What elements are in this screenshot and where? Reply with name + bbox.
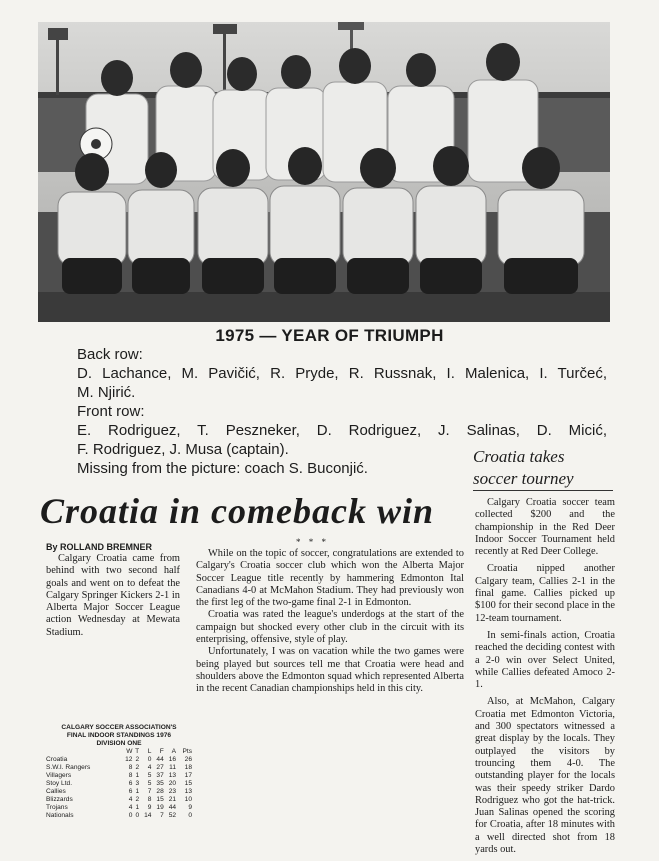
- standings-cell-a: 11: [169, 764, 177, 771]
- standings-cell-t: 1: [135, 772, 140, 779]
- standings-cell-l: 5: [147, 772, 152, 779]
- standings-table: [46, 748, 192, 820]
- standings-cell-pts: 0: [188, 812, 192, 819]
- standings-title-2: FINAL INDOOR STANDINGS 1976: [66, 732, 172, 739]
- standings-cell-l: 9: [147, 804, 152, 811]
- team-photo: [38, 22, 610, 322]
- standings-cell-t: 1: [135, 804, 140, 811]
- standings-cell-a: 44: [168, 804, 177, 811]
- standings-cell-f: 7: [160, 812, 164, 819]
- body-paragraph: While on the topic of soccer, congratulations are extended to Calgary's Croatia soccer club which won the Alberta Major Soccer League title recently by hammering Edmonton Ital Canadians 4-0 at McMahon Stadium. They had previously won the first leg of the two-game final 2-1 in Edmonton.: [196, 548, 464, 609]
- standings-header-cell: L: [147, 748, 152, 755]
- standings-cell-l: 14: [144, 812, 152, 819]
- standings-cell-l: 4: [147, 764, 152, 771]
- standings-cell-w: 0: [128, 812, 133, 819]
- main-article-headline: Croatia in comeback win: [40, 491, 435, 531]
- standings-cell-pts: 9: [188, 804, 192, 811]
- standings-cell-t: 2: [135, 756, 140, 763]
- table-row: [46, 796, 192, 804]
- standings-body: [46, 756, 192, 820]
- standings-cell-pts: 10: [184, 796, 192, 803]
- standings-cell-f: 15: [156, 796, 164, 803]
- standings-team-name: Villagers: [46, 772, 72, 779]
- standings-cell-pts: 18: [184, 764, 192, 771]
- standings-cell-l: 5: [147, 780, 152, 787]
- standings-cell-t: 3: [135, 780, 140, 787]
- table-row: [46, 764, 192, 772]
- standings-title-1: CALGARY SOCCER ASSOCIATION'S: [61, 724, 177, 731]
- standings-cell-w: 8: [128, 772, 133, 779]
- standings-cell-f: 19: [156, 804, 164, 811]
- standings-header-cell: A: [171, 748, 177, 755]
- standings-cell-w: 4: [128, 796, 133, 803]
- caption-line-missing: Missing from the picture: coach S. Buconjić.: [77, 460, 368, 477]
- side-paragraph: In semi-finals action, Croatia reached the deciding contest with a 2-0 win over Select United, while Callies defeated Amoco 2-1.: [475, 629, 615, 691]
- table-row: [46, 788, 192, 796]
- table-row: [46, 812, 192, 820]
- caption-line-back-row-label: Back row:: [77, 346, 143, 363]
- standings-cell-a: 21: [168, 796, 177, 803]
- lead-paragraph: Calgary Croatia came from behind with two second half goals and went on to defeat the Calgary Springer Kickers 2-1 in Alberta Major Soccer League action Wednesday at Mewata Stadium.: [46, 553, 180, 638]
- caption-title: 1975 — YEAR OF TRIUMPH: [215, 326, 444, 345]
- standings-team-name: S.W.I. Rangers: [46, 764, 91, 771]
- section-stars: * * *: [296, 537, 329, 547]
- side-article-column: [475, 497, 615, 861]
- standings-cell-a: 13: [168, 772, 177, 779]
- standings-cell-a: 20: [168, 780, 177, 787]
- standings-cell-t: 1: [135, 788, 140, 795]
- standings-cell-pts: 17: [184, 772, 192, 779]
- side-paragraph: Croatia nipped another Calgary team, Callies 2-1 in the final game. Callies picked up $100 for their second place in the 12-team tournament.: [475, 563, 615, 624]
- standings-team-name: Callies: [46, 788, 66, 795]
- body-paragraph: Unfortunately, I was on vacation while the two games were being played but sources tell me that Croatia were head and shoulders above the Edmonton squad which represented Alberta in the recent Canadian championships held in this city.: [196, 646, 464, 695]
- caption-line-front-row-names-cont: F. Rodriguez, J. Musa (captain).: [77, 441, 289, 458]
- main-article-lead-column: [46, 553, 180, 639]
- standings-team-name: Stoy Ltd.: [46, 780, 73, 787]
- standings-cell-l: 8: [147, 796, 152, 803]
- standings-cell-t: 2: [135, 764, 140, 771]
- standings-title-3: DIVISION ONE: [96, 740, 142, 747]
- standings-header-team: [46, 748, 120, 756]
- standings-cell-w: 6: [128, 788, 133, 795]
- standings-cell-pts: 26: [184, 756, 192, 763]
- table-row: [46, 756, 192, 764]
- standings-header-cell: W: [126, 748, 133, 755]
- standings-cell-f: 28: [156, 788, 164, 795]
- standings-cell-pts: 15: [184, 780, 192, 787]
- standings-header-row: [46, 748, 192, 756]
- byline: By ROLLAND BREMNER: [46, 542, 153, 552]
- standings-cell-w: 12: [125, 756, 133, 763]
- team-photo-drawing: [38, 22, 610, 322]
- standings-team-name: Trojans: [46, 804, 68, 811]
- caption-line-back-row-names-cont: M. Njirić.: [77, 384, 136, 401]
- standings-cell-f: 35: [156, 780, 164, 787]
- standings-cell-l: 0: [147, 756, 152, 763]
- table-row: [46, 772, 192, 780]
- standings-cell-f: 37: [156, 772, 164, 779]
- standings-cell-w: 8: [128, 764, 133, 771]
- side-headline-rule: [473, 490, 613, 491]
- standings-cell-a: 16: [168, 756, 177, 763]
- standings-team-name: Blizzards: [46, 796, 73, 803]
- standings-team-name: Croatia: [46, 756, 68, 763]
- standings-header-cell: F: [159, 748, 164, 755]
- caption-line-front-row-names: E. Rodriguez, T. Peszneker, D. Rodriguez, J. Salinas, D. Micić,: [77, 422, 607, 439]
- caption-line-back-row-names: D. Lachance, M. Pavičić, R. Pryde, R. Russnak, I. Malenica, I. Turčeć,: [77, 365, 607, 382]
- standings-cell-t: 0: [135, 812, 140, 819]
- standings-header-cell: T: [135, 748, 140, 755]
- standings-cell-w: 6: [128, 780, 133, 787]
- side-paragraph: Also, at McMahon, Calgary Croatia met Edmonton Victoria, and 300 spectators witnessed a great display by the locals. They outplayed the visitors by trouncing them 4-0. The outstanding player for the locals was their speedy striker Dardo Rodriguez who got the hat-trick. Juan Salinas opened the scoring for Croatia, after 18 minutes with a well directed shot from 18 yards out.: [475, 696, 615, 856]
- body-paragraph: Croatia was rated the league's underdogs at the start of the campaign but shocked every other club in the circuit with its enterprising, offensive, style of play.: [196, 609, 464, 646]
- main-article-body-column: [196, 548, 464, 696]
- side-paragraph: Calgary Croatia soccer team collected $200 and the championship in the Red Deer Indoor Soccer Tournament held recently at Red Deer College.: [475, 497, 615, 558]
- standings-team-name: Nationals: [46, 812, 74, 819]
- standings-box: [46, 724, 192, 820]
- standings-cell-f: 44: [156, 756, 164, 763]
- standings-cell-f: 27: [156, 764, 164, 771]
- standings-cell-pts: 13: [184, 788, 192, 795]
- standings-cell-a: 52: [168, 812, 177, 819]
- side-article-headline: Croatia takes soccer tourney: [473, 447, 574, 488]
- standings-cell-t: 2: [135, 796, 140, 803]
- standings-cell-w: 4: [128, 804, 133, 811]
- table-row: [46, 780, 192, 788]
- standings-header-cell: Pts: [182, 748, 192, 755]
- standings-cell-l: 7: [147, 788, 152, 795]
- standings-cell-a: 23: [168, 788, 177, 795]
- caption-line-front-row-label: Front row:: [77, 403, 145, 420]
- table-row: [46, 804, 192, 812]
